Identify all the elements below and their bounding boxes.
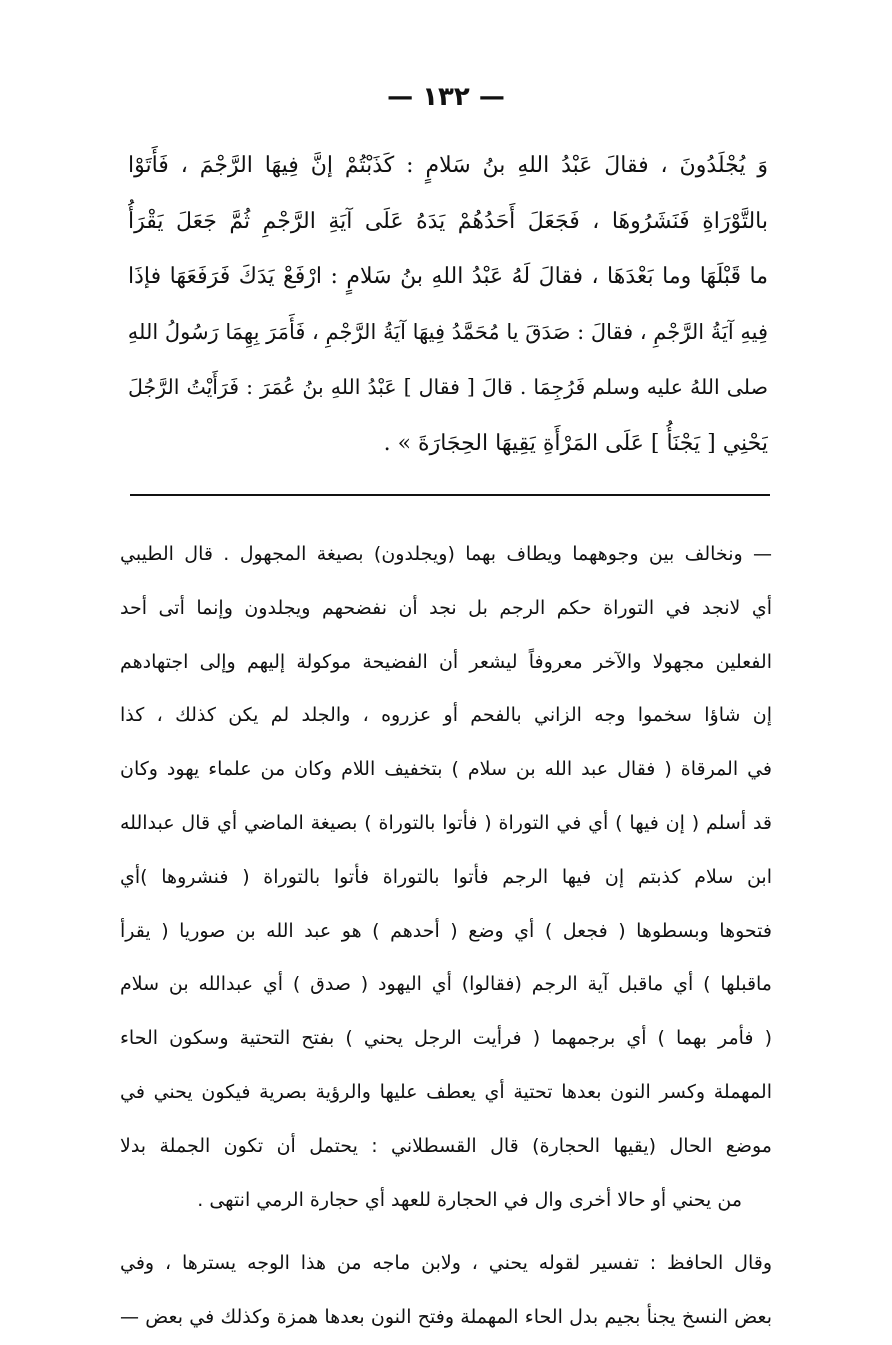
commentary-line: وقال الحافظ : تفسير لقوله يحني ، ولابن ماجه من هذا الوجه يسترها ، وفي [120,1252,772,1275]
commentary-line: من يحني أو حالا أخرى وال في الحجارة للعهد أي حجارة الرمي انتهى . [197,1188,742,1211]
page-number: — ١٣٢ — [387,82,505,112]
commentary-line: الفعلين مجهولا والآخر معروفاً ليشعر أن الفضيحة موكولة إليهم وإلى اجتهادهم [120,650,772,673]
hadith-line: يَحْنِي [ يَجْنَأُ ] عَلَى المَرْأَةِ يَقِيهَا الحِجَارَةَ » . [383,430,768,456]
commentary-line: إن شاؤا سخموا وجه الزاني بالفحم أو عزروه ، والجلد لم يكن كذلك ، كذا [120,704,772,727]
hadith-line: صلى اللهُ عليه وسلم فَرُجِمَا . قالَ [ فقال ] عَبْدُ اللهِ بنُ عُمَرَ : فَرَأَيْتُ الرَّجُلَ [128,375,768,399]
commentary-text [120,528,772,1345]
paragraph-gap [120,1227,772,1237]
commentary-line: قد أسلم ( إن فيها ) أي في التوراة ( فأتوا بالتوراة ) بصيغة الماضي أي قال عبدالله [120,811,772,834]
commentary-line: ماقبلها ) أي ماقبل آية الرجم (فقالوا) أي اليهود ( صدق ) أي عبدالله بن سلام [120,973,772,996]
commentary-line: ابن سلام كذبتم إن فيها الرجم فأتوا بالتوراة فأتوا بالتوراة ( فنشروها )أي [120,865,772,888]
commentary-line: ( فأمر بهما ) أي برجمهما ( فرأيت الرجل يحني ) بفتح التحتية وسكون الحاء [120,1027,772,1050]
commentary-line: في المرقاة ( فقال عبد الله بن سلام ) بتخفيف اللام وكان من علماء يهود وكان [120,758,772,781]
commentary-line: فتحوها وبسطوها ( فجعل ) أي وضع ( أحدهم ) هو عبد الله بن صوريا ( يقرأ [120,919,772,942]
commentary-line: أي لانجد في التوراة حكم الرجم بل نجد أن نفضحهم ويجلدون وإنما أتى أحد [120,596,772,619]
hadith-line: فِيهِ آيَةُ الرَّجْمِ ، فقالَ : صَدَقَ يا مُحَمَّدُ فِيهَا آيَةُ الرَّجْمِ ، فَأَمَرَ بِهِمَا رَسُولُ اللهِ [128,319,768,344]
commentary-line: موضع الحال (يقيها الحجارة) قال القسطلاني : يحتمل أن تكون الجملة بدلا [120,1134,772,1157]
hadith-line: ما قَبْلَهَا وما بَعْدَهَا ، فقالَ لَهُ عَبْدُ اللهِ بنُ سَلامٍ : ارْفَعْ يَدَكَ فَرَفَعَهَا فإذَا [128,264,768,289]
commentary-line: بعض النسخ يجنأ بجيم بدل الحاء المهملة وفتح النون بعدها همزة وكذلك في بعض — [120,1306,772,1329]
hadith-text [128,138,768,471]
commentary-line: — ونخالف بين وجوههما ويطاف بهما (ويجلدون) بصيغة المجهول . قال الطيبي [120,543,772,565]
hadith-line: وَ يُجْلَدُونَ ، فقالَ عَبْدُ اللهِ بنُ سَلامٍ : كَذَبْتُمْ إنَّ فِيهَا الرَّجْمَ ، فَأَتَوْا [128,153,768,178]
commentary-line: المهملة وكسر النون بعدها تحتية أي يعطف عليها والرؤية بصرية فيكون يحني في [120,1080,772,1103]
hadith-line: بالتَّوْرَاةِ فَنَشَرُوهَا ، فَجَعَلَ أَحَدُهُمْ يَدَهُ عَلَى آيَةِ الرَّجْمِ ثُمَّ جَعَلَ يَقْرَأُ [128,208,768,234]
footnote-divider [130,494,770,496]
